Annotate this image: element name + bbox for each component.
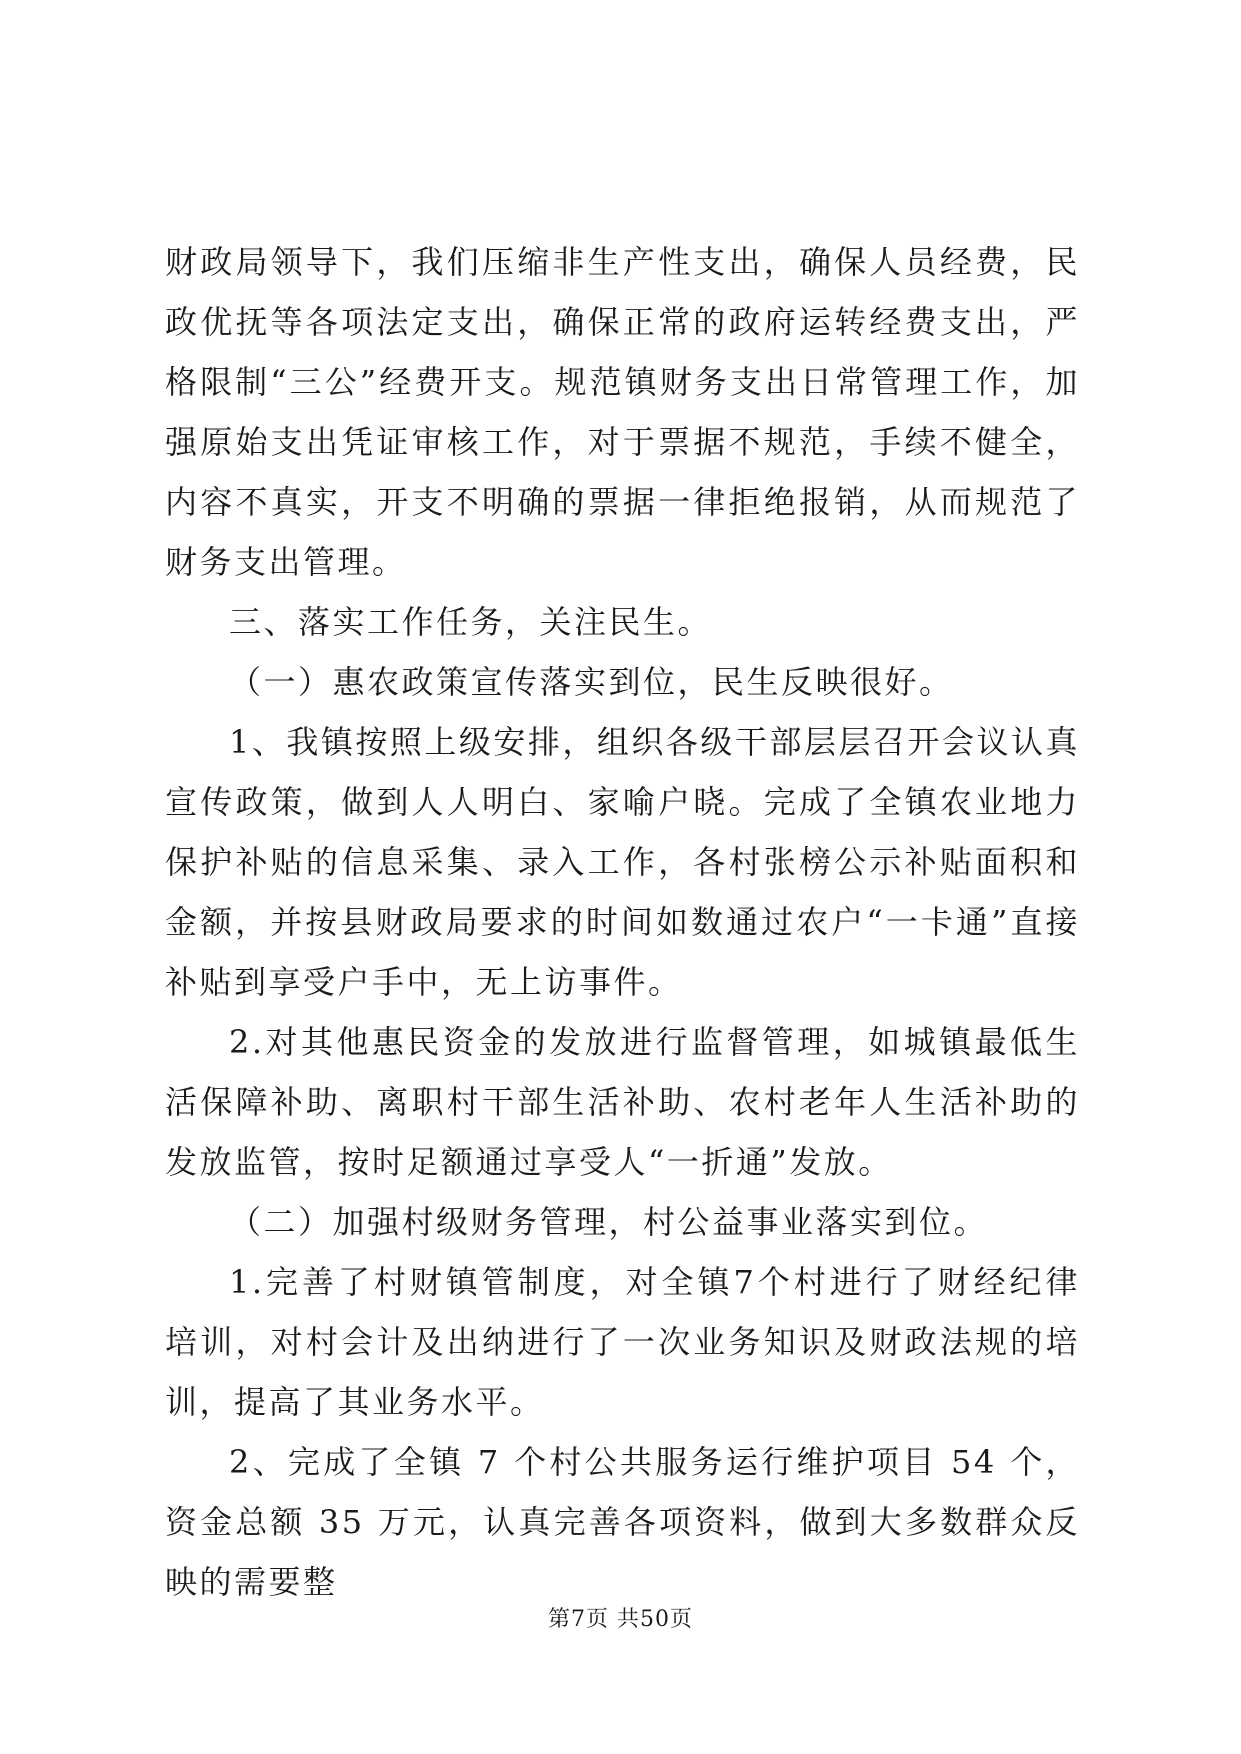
paragraph-item-3: 1.完善了村财镇管制度，对全镇7个村进行了财经纪律培训，对村会计及出纳进行了一次业务知识及财政法规的培训，提高了其业务水平。 [165,1263,1080,1421]
paragraph-item-4: 2、完成了全镇 7 个村公共服务运行维护项目 54 个，资金总额 35 万元，认真完善各项资料，做到大多数群众反映的需要整 [165,1443,1080,1601]
subsection-heading-1: （一）惠农政策宣传落实到位，民生反映很好。 [229,663,954,701]
section-heading-3: 三、落实工作任务，关注民生。 [229,603,713,641]
page-number-footer: 第7页 共50页 [548,1607,693,1632]
paragraph-item-2: 2.对其他惠民资金的发放进行监督管理，如城镇最低生活保障补助、离职村干部生活补助、农村老年人生活补助的发放监管，按时足额通过享受人“一折通”发放。 [165,1023,1080,1181]
paragraph-1: 财政局领导下，我们压缩非生产性支出，确保人员经费，民政优抚等各项法定支出，确保正常的政府运转经费支出，严格限制“三公”经费开支。规范镇财务支出日常管理工作，加强原始支出凭证审核工作，对于票据不规范，手续不健全，内容不真实，开支不明确的票据一律拒绝报销，从而规范了财务支出管理。 [165,243,1080,581]
subsection-heading-2: （二）加强村级财务管理，村公益事业落实到位。 [229,1203,989,1241]
paragraph-item-1: 1、我镇按照上级安排，组织各级干部层层召开会议认真宣传政策，做到人人明白、家喻户晓。完成了全镇农业地力保护补贴的信息采集、录入工作，各村张榜公示补贴面积和金额，并按县财政局要求的时间如数通过农户“一卡通”直接补贴到享受户手中，无上访事件。 [165,723,1080,1001]
document-body [165,232,1080,1612]
